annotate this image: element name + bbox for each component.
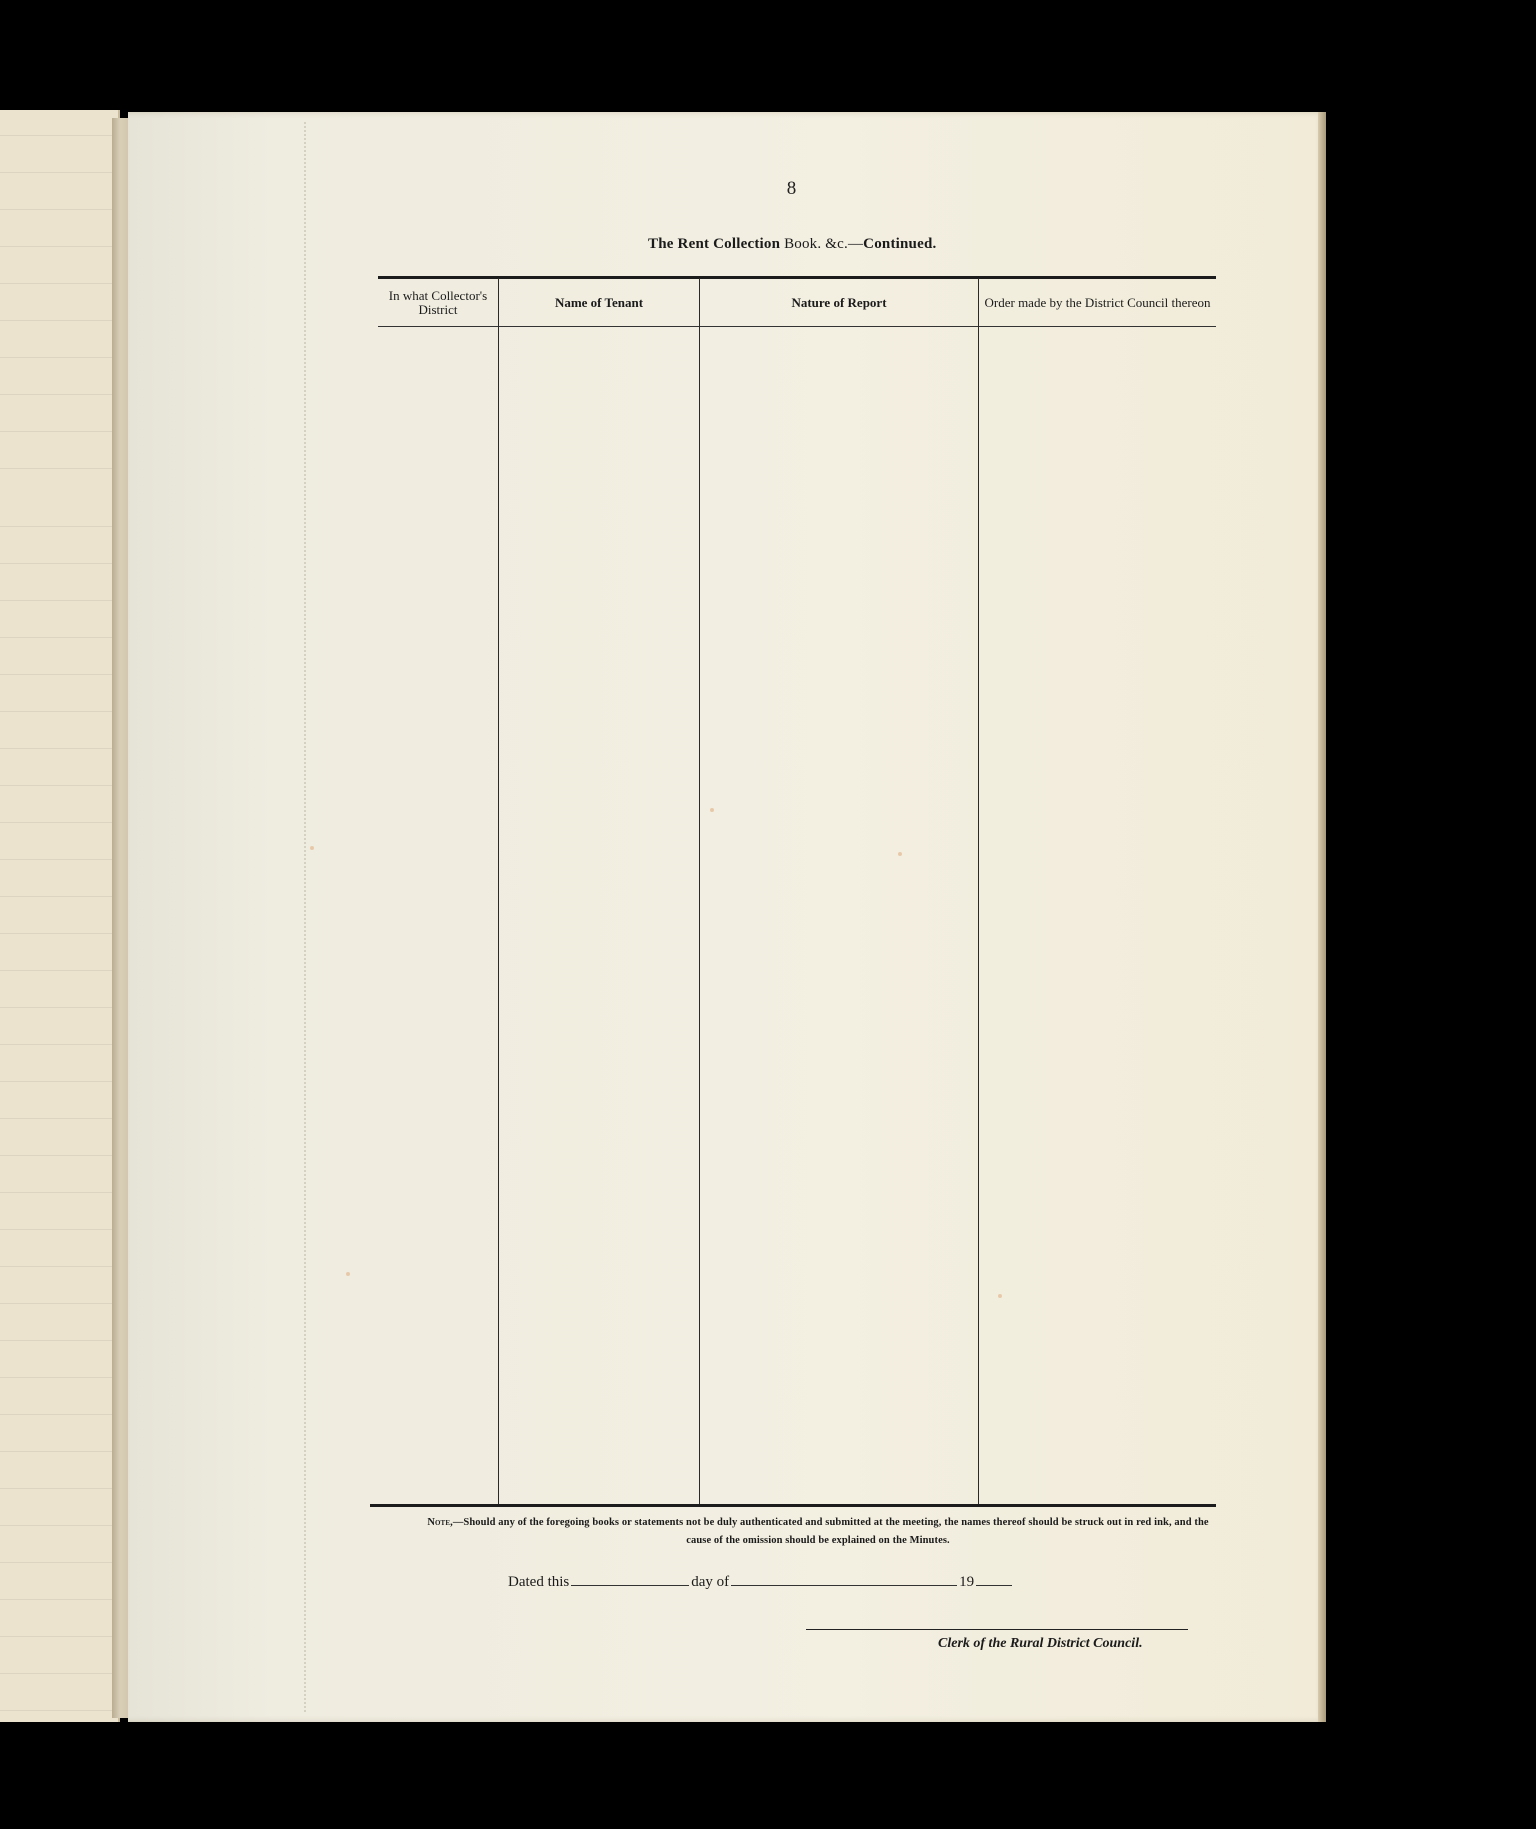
table-header-rule xyxy=(378,326,1216,327)
footnote-lead: Note, xyxy=(427,1517,453,1528)
table-title-tail: Continued. xyxy=(863,236,937,252)
signature-label: Clerk of the Rural District Council. xyxy=(938,1636,1143,1651)
table-title-bold: The Rent Collection xyxy=(648,236,781,252)
ledger-table xyxy=(378,276,1216,1506)
dated-year: 19 xyxy=(959,1574,975,1590)
dated-prefix: Dated this xyxy=(508,1574,570,1590)
table-top-rule xyxy=(378,276,1216,279)
blank-month xyxy=(731,1584,957,1586)
paper-speck xyxy=(898,852,902,856)
page-edge xyxy=(1318,112,1326,1722)
column-header-report: Nature of Report xyxy=(791,295,887,310)
blank-day xyxy=(571,1584,689,1586)
column-header-tenant: Name of Tenant xyxy=(554,295,644,310)
footnote-text: —Should any of the foregoing books or statements not be duly authenticated and submitted at the meeting, the names thereof should be struck out in red ink, and the cause of the omission should be explained on the Minutes. xyxy=(452,1517,1209,1546)
paper-speck xyxy=(998,1294,1002,1298)
paper-speck xyxy=(310,846,314,850)
previous-page xyxy=(0,110,120,1722)
column-header-order: Order made by the District Council thereon xyxy=(984,295,1211,310)
column-header-district: In what Collector's District xyxy=(388,288,488,317)
page-number: 8 xyxy=(786,178,797,199)
column-divider xyxy=(978,278,979,1504)
signature-line xyxy=(806,1629,1188,1630)
table-bottom-rule xyxy=(370,1504,1216,1507)
paper-speck xyxy=(346,1272,350,1276)
binding-stitch xyxy=(304,122,306,1712)
dated-line xyxy=(508,1574,1014,1591)
column-divider xyxy=(498,278,499,1504)
footnote xyxy=(418,1514,1218,1550)
dated-middle: day of xyxy=(691,1574,730,1590)
column-divider xyxy=(699,278,700,1504)
table-title-light: Book. &c.— xyxy=(784,236,864,252)
blank-year xyxy=(976,1584,1012,1586)
ledger-page xyxy=(128,112,1325,1722)
table-title xyxy=(648,236,936,253)
paper-speck xyxy=(710,808,714,812)
